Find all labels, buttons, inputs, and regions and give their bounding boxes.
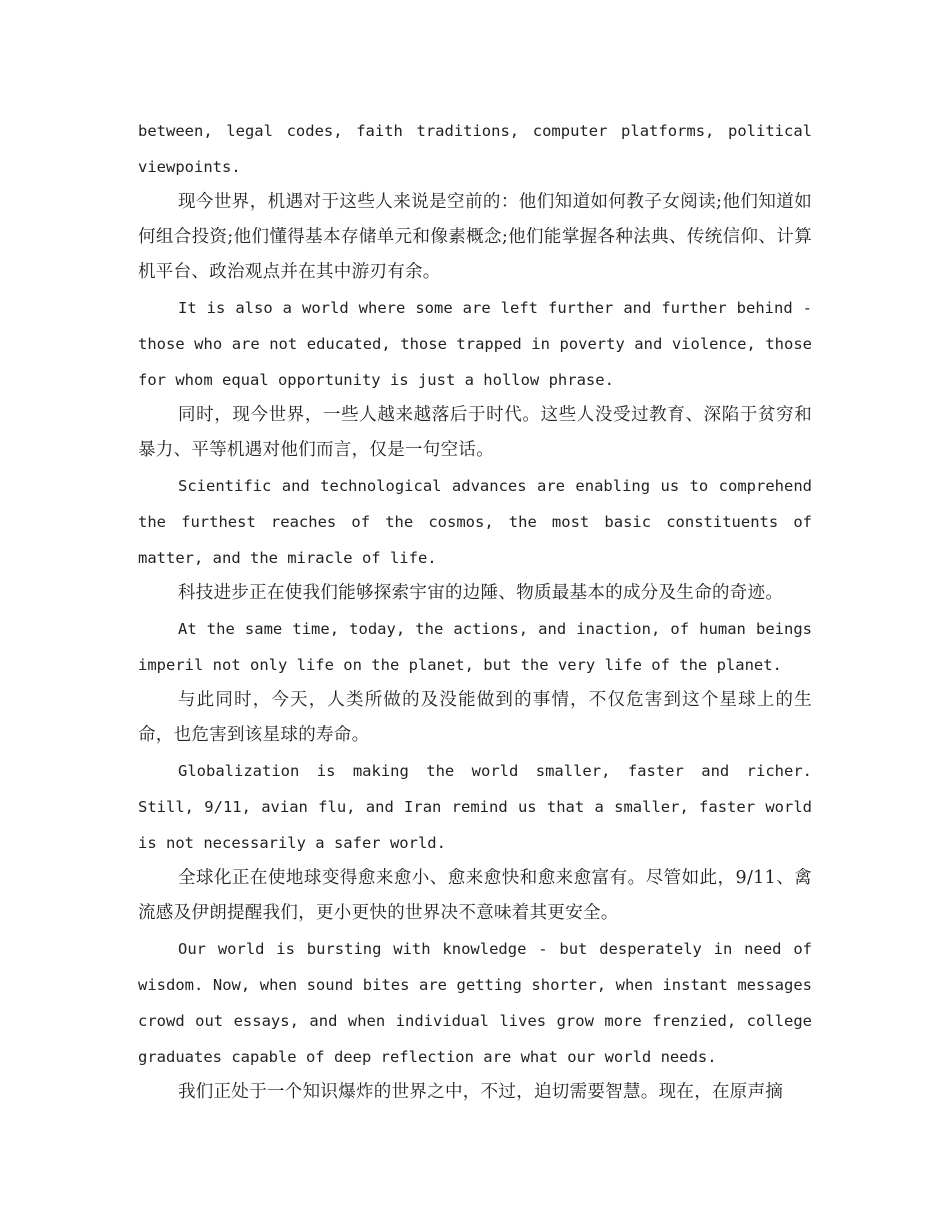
paragraph-zh-4: 与此同时，今天，人类所做的及没能做到的事情，不仅危害到这个星球上的生命，也危害到该星球的寿命。 <box>138 690 812 745</box>
paragraph-en-4: At the same time, today, the actions, and inaction, of human beings imperil not only life on the planet, but the very life of the planet. <box>138 620 812 674</box>
paragraph-zh-5: 全球化正在使地球变得愈来愈小、愈来愈快和愈来愈富有。尽管如此，9/11、禽流感及伊朗提醒我们，更小更快的世界决不意味着其更安全。 <box>138 868 812 923</box>
paragraph-en-3: Scientific and technological advances are enabling us to comprehend the furthest reaches of the cosmos, the most basic constituents of matter, and the miracle of life. <box>138 477 812 567</box>
paragraph-en-6: Our world is bursting with knowledge - but desperately in need of wisdom. Now, when sound bites are getting shorter, when instant messages crowd out essays, and when individual lives grow more frenzied, college graduates capable of deep reflection are what our world needs. <box>138 940 812 1066</box>
paragraph-zh-3: 科技进步正在使我们能够探索宇宙的边陲、物质最基本的成分及生命的奇迹。 <box>178 583 784 603</box>
paragraph-en-1: between, legal codes, faith traditions, computer platforms, political viewpoints. <box>138 122 812 176</box>
paragraph-zh-1: 现今世界，机遇对于这些人来说是空前的：他们知道如何教子女阅读;他们知道如何组合投资;他们懂得基本存储单元和像素概念;他们能掌握各种法典、传统信仰、计算机平台、政治观点并在其中游刃有余。 <box>138 192 812 282</box>
paragraph-zh-2: 同时，现今世界，一些人越来越落后于时代。这些人没受过教育、深陷于贫穷和暴力、平等机遇对他们而言，仅是一句空话。 <box>138 405 812 460</box>
document-body <box>138 113 812 1110</box>
paragraph-en-5: Globalization is making the world smaller, faster and richer. Still, 9/11, avian flu, and Iran remind us that a smaller, faster world is not necessarily a safer world. <box>138 762 812 852</box>
paragraph-zh-6: 我们正处于一个知识爆炸的世界之中，不过，迫切需要智慧。现在，在原声摘 <box>178 1082 784 1102</box>
paragraph-en-2: It is also a world where some are left further and further behind - those who are not educated, those trapped in poverty and violence, those for whom equal opportunity is just a hollow phrase. <box>138 299 812 389</box>
